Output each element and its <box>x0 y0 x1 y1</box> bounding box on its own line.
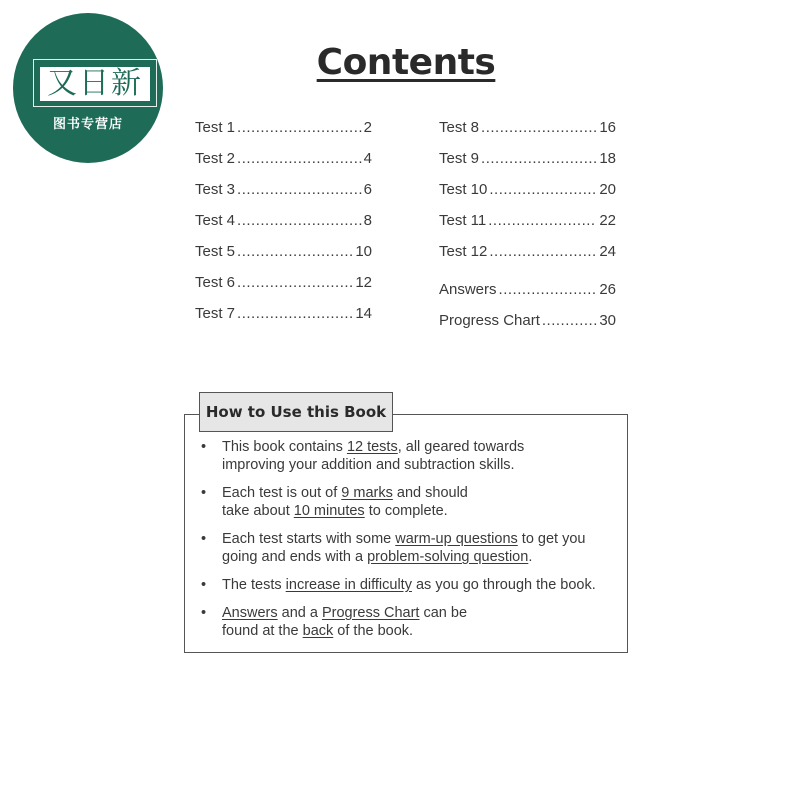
toc-entry-label: Test 8 <box>439 119 480 136</box>
toc-entry[interactable] <box>195 212 372 232</box>
list-item <box>201 438 621 474</box>
toc-dot-leader <box>237 305 353 322</box>
toc-dot-leader <box>489 243 597 260</box>
toc-entry-label: Test 1 <box>195 119 236 136</box>
toc-dot-leader <box>237 212 362 229</box>
toc-entry-label: Test 7 <box>195 305 236 322</box>
page-title <box>0 42 800 83</box>
text-segment: to get you <box>517 531 586 547</box>
toc-entry-label: Test 2 <box>195 150 236 167</box>
underlined-phrase: 9 marks <box>341 485 393 501</box>
text-segment: going and ends with a <box>222 549 368 565</box>
text-segment: This book contains <box>222 439 347 455</box>
underlined-phrase: back <box>302 623 334 639</box>
toc-entry[interactable] <box>195 150 372 170</box>
toc-dot-leader <box>488 212 597 229</box>
underlined-phrase: Answers <box>222 605 278 621</box>
toc-entry-page: 20 <box>599 181 616 198</box>
text-segment: to complete. <box>364 503 448 519</box>
text-segment: of the book. <box>333 623 414 639</box>
list-item-line <box>222 604 621 622</box>
bullet-icon: • <box>201 485 207 501</box>
text-segment: and should <box>392 485 468 501</box>
list-item-line <box>222 438 621 456</box>
toc-entry[interactable] <box>195 181 372 201</box>
toc-dot-leader <box>237 119 362 136</box>
toc-entry-label: Test 6 <box>195 274 236 291</box>
toc-dot-leader <box>489 181 597 198</box>
logo-subtitle: 图书专营店 <box>52 117 123 132</box>
toc-entry-label: Answers <box>439 281 497 298</box>
toc-entry-page: 4 <box>363 150 372 167</box>
underlined-phrase: 10 minutes <box>293 503 365 519</box>
text-segment: improving your addition and subtraction skills. <box>222 457 515 473</box>
toc-entry[interactable] <box>195 305 372 325</box>
text-segment: take about <box>222 503 294 519</box>
toc-dot-leader <box>237 181 362 198</box>
toc-dot-leader <box>481 150 597 167</box>
bullet-icon: • <box>201 577 207 593</box>
underlined-phrase: increase in difficulty <box>285 577 412 593</box>
toc-entry-page: 6 <box>363 181 372 198</box>
toc-entry[interactable] <box>195 243 372 263</box>
toc-entry-page: 18 <box>599 150 616 167</box>
toc-entry-label: Test 9 <box>439 150 480 167</box>
toc-entry-page: 26 <box>599 281 616 298</box>
toc-entry[interactable] <box>439 312 616 332</box>
toc-entry[interactable] <box>439 281 616 301</box>
toc-entry[interactable] <box>439 212 616 232</box>
bullet-icon: • <box>201 605 207 621</box>
text-segment: can be <box>419 605 468 621</box>
toc-entry-page: 12 <box>355 274 372 291</box>
list-item <box>201 576 621 594</box>
text-segment: . <box>528 549 533 565</box>
list-item-line <box>222 530 621 548</box>
list-item <box>201 604 621 640</box>
toc-entry-label: Progress Chart <box>439 312 540 329</box>
text-segment: and a <box>277 605 322 621</box>
toc-dot-leader <box>542 312 597 329</box>
how-to-use-title: How to Use this Book <box>205 403 387 421</box>
toc-entry-page: 10 <box>355 243 372 260</box>
toc-entry-label: Test 10 <box>439 181 488 198</box>
underlined-phrase: Progress Chart <box>321 605 420 621</box>
underlined-phrase: problem-solving question <box>367 549 529 565</box>
toc-dot-leader <box>499 281 598 298</box>
toc-entry-page: 30 <box>599 312 616 329</box>
text-segment: , all geared towards <box>397 439 525 455</box>
text-segment: Each test is out of <box>222 485 342 501</box>
page-title-text: Contents <box>316 42 496 83</box>
toc-entry-page: 22 <box>599 212 616 229</box>
how-to-use-heading-tab <box>199 392 393 432</box>
toc-entry-page: 14 <box>355 305 372 322</box>
list-item <box>201 484 621 520</box>
toc-entry[interactable] <box>439 243 616 263</box>
logo-title: 又日新 <box>40 67 150 101</box>
text-segment: The tests <box>222 577 286 593</box>
text-segment: found at the <box>222 623 303 639</box>
toc-entry-label: Test 12 <box>439 243 488 260</box>
toc-dot-leader <box>237 243 353 260</box>
toc-entry-label: Test 5 <box>195 243 236 260</box>
store-logo-badge <box>13 13 163 163</box>
toc-dot-leader <box>237 150 362 167</box>
toc-dot-leader <box>481 119 597 136</box>
toc-entry-page: 24 <box>599 243 616 260</box>
bullet-icon: • <box>201 531 207 547</box>
list-item-line <box>222 484 621 502</box>
toc-entry-page: 8 <box>363 212 372 229</box>
list-item-line <box>222 622 621 640</box>
toc-dot-leader <box>237 274 353 291</box>
bullet-icon: • <box>201 439 207 455</box>
list-item-line <box>222 576 621 594</box>
toc-entry-label: Test 3 <box>195 181 236 198</box>
how-to-use-list <box>201 438 621 650</box>
toc-entry-page: 2 <box>363 119 372 136</box>
toc-entry[interactable] <box>439 181 616 201</box>
list-item <box>201 530 621 566</box>
list-item-line <box>222 456 621 474</box>
toc-entry[interactable] <box>195 274 372 294</box>
underlined-phrase: warm-up questions <box>395 531 518 547</box>
toc-entry-label: Test 11 <box>439 212 487 229</box>
toc-entry-page: 16 <box>599 119 616 136</box>
toc-entry[interactable] <box>439 150 616 170</box>
toc-entry[interactable] <box>195 119 372 139</box>
underlined-phrase: 12 tests <box>346 439 398 455</box>
list-item-line <box>222 502 621 520</box>
list-item-line <box>222 548 621 566</box>
toc-entry[interactable] <box>439 119 616 139</box>
text-segment: as you go through the book. <box>411 577 596 593</box>
toc-entry-label: Test 4 <box>195 212 236 229</box>
text-segment: Each test starts with some <box>222 531 396 547</box>
